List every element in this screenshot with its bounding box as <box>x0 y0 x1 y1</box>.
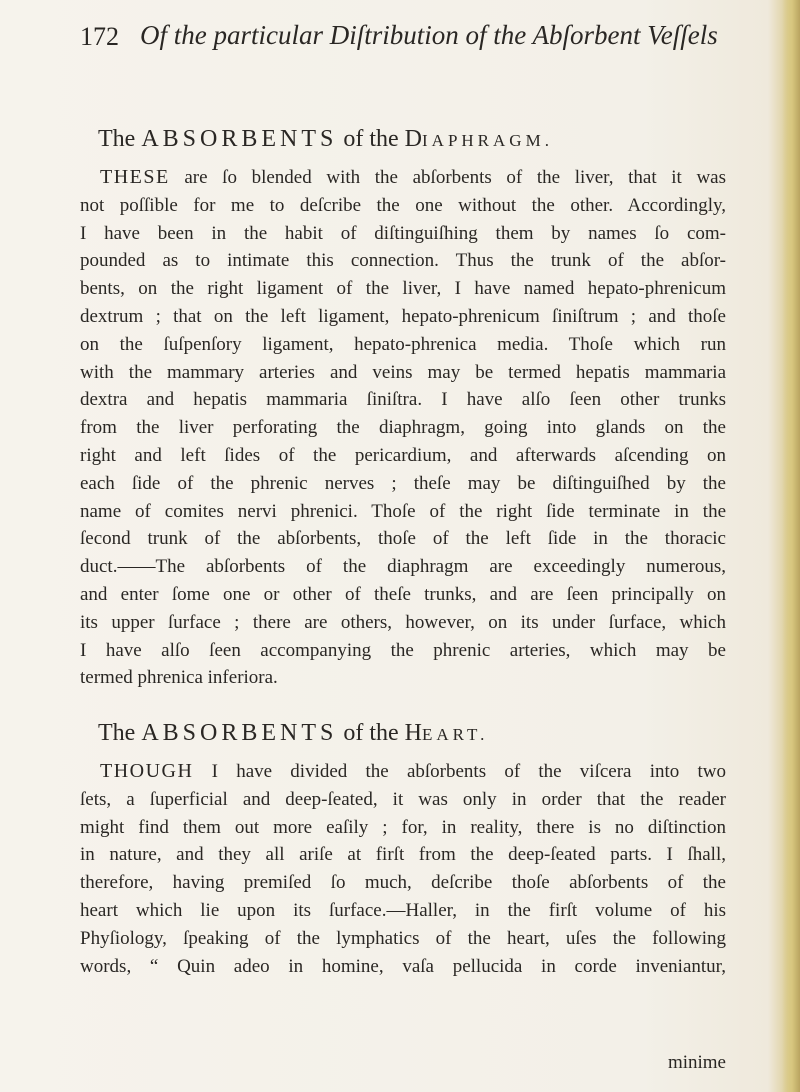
text-line: I have been in the habit of diſtinguiſhing them by names ſo com- <box>80 222 726 244</box>
text-line: right and left ſides of the pericardium, and afterwards aſcending on <box>80 444 726 466</box>
heading-caps: ABSORBENTS <box>141 126 338 152</box>
page-header <box>80 18 720 58</box>
text-line: ſets, a ſuperficial and deep-ſeated, it was only in order that the reader <box>80 788 726 810</box>
text-line: Phyſiology, ſpeaking of the lymphatics of the heart, uſes the following <box>80 927 726 949</box>
section-heading-heart <box>98 720 738 747</box>
first-word: THOUGH <box>100 760 194 782</box>
text-line: therefore, having premiſed ſo much, deſcribe thoſe abſorbents of the <box>80 872 726 894</box>
page-number: 172 <box>80 22 119 51</box>
page-edge <box>782 0 800 1092</box>
heading-prefix: The <box>98 126 136 152</box>
paragraph-heart <box>80 758 726 980</box>
text-line: from the liver perforating the diaphragm, going into glands on the <box>80 417 726 439</box>
text-line: name of comites nervi phrenici. Thoſe of the right ſide terminate in the <box>80 500 726 522</box>
heading-of: of the <box>343 126 399 152</box>
text-line: bents, on the right ligament of the liver, I have named hepato-phrenicum <box>80 278 726 300</box>
text-line: THOUGH I have divided the abſorbents of the viſcera into two <box>100 760 726 782</box>
text-line: heart which lie upon its ſurface.—Haller, in the firſt volume of his <box>80 899 726 921</box>
text-line: I have alſo ſeen accompanying the phrenic arteries, which may be <box>80 639 726 661</box>
heading-first-letter: D <box>404 126 423 152</box>
catchword: minime <box>667 1052 726 1073</box>
text-line: dextra and hepatis mammaria ſiniſtra. I have alſo ſeen other trunks <box>80 389 726 411</box>
text-line: pounded as to intimate this connection. Thus the trunk of the abſor- <box>80 250 726 272</box>
text-line: termed phrenica inferiora. <box>80 667 278 689</box>
heading-of: of the <box>343 720 399 746</box>
text-line: dextrum ; that on the left ligament, hepato-phrenicum ſiniſtrum ; and thoſe <box>80 305 726 327</box>
heading-smallcaps: EART. <box>422 725 489 744</box>
first-word: THESE <box>100 166 170 188</box>
text-line: in nature, and they all ariſe at firſt from the deep-ſeated parts. I ſhall, <box>80 844 726 866</box>
text-line: and enter ſome one or other of theſe trunks, and are ſeen principally on <box>80 583 726 605</box>
text-line: on the ſuſpenſory ligament, hepato-phrenica media. Thoſe which run <box>80 333 726 355</box>
text-line: might find them out more eaſily ; for, in reality, there is no diſtinction <box>80 816 726 838</box>
heading-prefix: The <box>98 720 136 746</box>
text-line: its upper ſurface ; there are others, however, on its under ſurface, which <box>80 611 726 633</box>
text-line: words, “ Quin adeo in homine, vaſa pellucida in corde inveniantur, <box>80 955 726 977</box>
paragraph-diaphragm <box>80 164 726 692</box>
text-line: not poſſible for me to deſcribe the one without the other. Accordingly, <box>80 194 726 216</box>
text-line: duct.——The abſorbents of the diaphragm are exceedingly numerous, <box>80 556 726 578</box>
text-line: with the mammary arteries and veins may be termed hepatis mammaria <box>80 361 726 383</box>
section-heading-diaphragm <box>98 126 738 153</box>
heading-first-letter: H <box>404 720 423 746</box>
text-line: each ſide of the phrenic nerves ; theſe may be diſtinguiſhed by the <box>80 472 726 494</box>
running-title: Of the particular Diſtribution of the Abſorbent Veſſels <box>140 20 718 50</box>
text-line: ſecond trunk of the abſorbents, thoſe of the left ſide in the thoracic <box>80 528 726 550</box>
heading-smallcaps: IAPHRAGM. <box>422 131 553 150</box>
heading-caps: ABSORBENTS <box>141 720 338 746</box>
text-line: THESE are ſo blended with the abſorbents of the liver, that it was <box>100 166 726 188</box>
